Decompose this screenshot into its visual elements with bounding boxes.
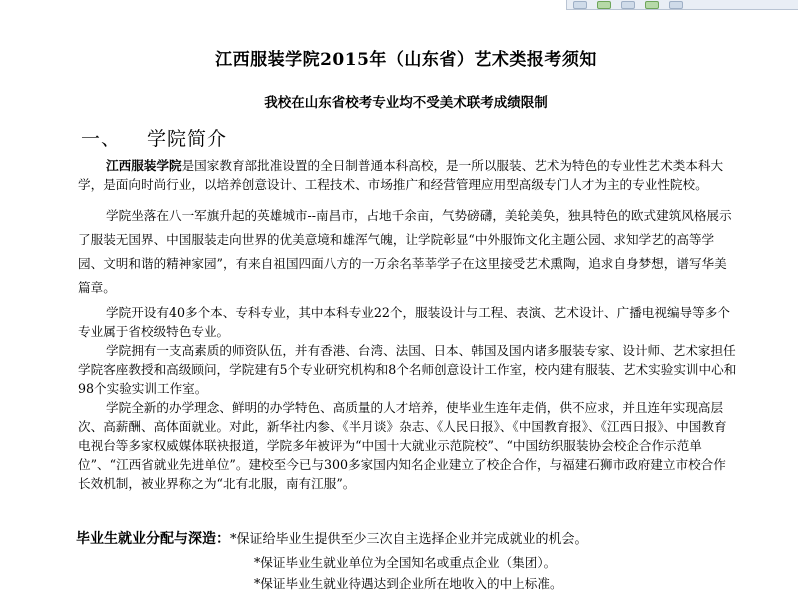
intro-body [78, 156, 738, 493]
paragraph-text: 学院全新的办学理念、鲜明的办学特色、高质量的人才培养，使毕业生连年走俏，供不应求，并且连年实现高层次、高薪酬、高体面就业。对此，新华社内参、《半月谈》杂志、《人民日报》、《中国教育报》、《江西日报》、中国教育电视台等多家权威媒体联袂报道，学院多年被评为“中国十大就业示范院校”、“中国纺织服装协会校企合作示范单位”、“江西省就业先进单位”。建校至今已与300多家国内知名企业建立了校企合作，与福建石狮市政府建立市校合作长效机制，被业界称之为“北有北服，南有江服”。 [78, 400, 727, 491]
employment-item: *保证给毕业生提供至少三次自主选择企业并完成就业的机会。 [230, 532, 588, 547]
paragraph-text: 学院坐落在八一军旗升起的英雄城市--南昌市，占地千余亩，气势磅礴，美轮美奂，独具特色的欧式建筑风格展示了服装无国界、中国服装走向世界的优美意境和雄浑气魄，让学院彰显“中外服饰文化主题公园、求知学艺的高等学园、文明和谐的精神家园”，有来自祖国四面八方的一万余名莘莘学子在这里接受艺术熏陶，追求自身梦想，谱写华美篇章。 [78, 208, 732, 295]
browser-toolbar [566, 0, 798, 10]
toolbar-button[interactable] [669, 1, 683, 9]
paragraph-text: 是国家教育部批准设置的全日制普通本科高校，是一所以服装、艺术为特色的专业性艺术类本科大学，是面向时尚行业，以培养创意设计、工程技术、市场推广和经营管理应用型高级专门人才为主的专业性院校。 [78, 158, 724, 192]
document-title: 江西服装学院2015年（山东省）艺术类报考须知 [215, 50, 597, 70]
section-number: 一、 [81, 128, 122, 150]
paragraph [78, 303, 738, 341]
paragraph [78, 156, 738, 194]
paragraph-text: 学院开设有40多个本、专科专业，其中本科专业22个，服装设计与工程、表演、艺术设计、广播电视编导等多个专业属于省校级特色专业。 [78, 305, 730, 339]
employment-label: 毕业生就业分配与深造： [76, 531, 230, 547]
paragraph [78, 204, 738, 300]
toolbar-button[interactable] [621, 1, 635, 9]
document-subtitle: 我校在山东省校考专业均不受美术联考成绩限制 [264, 95, 548, 111]
paragraph-text: 学院拥有一支高素质的师资队伍，并有香港、台湾、法国、日本、韩国及国内诸多服装专家、设计师、艺术家担任学院客座教授和高级顾问，学院建有5个专业研究机构和8个名师创意设计工作室，校内建有服装、艺术实验实训中心和98个实验实训工作室。 [78, 343, 737, 396]
employment-line [76, 528, 588, 548]
toolbar-button[interactable] [597, 1, 611, 9]
toolbar-button[interactable] [573, 1, 587, 9]
employment-item: *保证毕业生就业单位为全国知名或重点企业（集团）。 [254, 555, 557, 570]
section-heading [81, 124, 227, 151]
paragraph [78, 398, 738, 493]
toolbar-button[interactable] [645, 1, 659, 9]
paragraph [78, 341, 738, 398]
employment-item: *保证毕业生就业待遇达到企业所在地收入的中上标准。 [254, 576, 563, 591]
paragraph-lead: 江西服装学院 [106, 158, 182, 173]
section-title: 学院简介 [147, 128, 228, 150]
